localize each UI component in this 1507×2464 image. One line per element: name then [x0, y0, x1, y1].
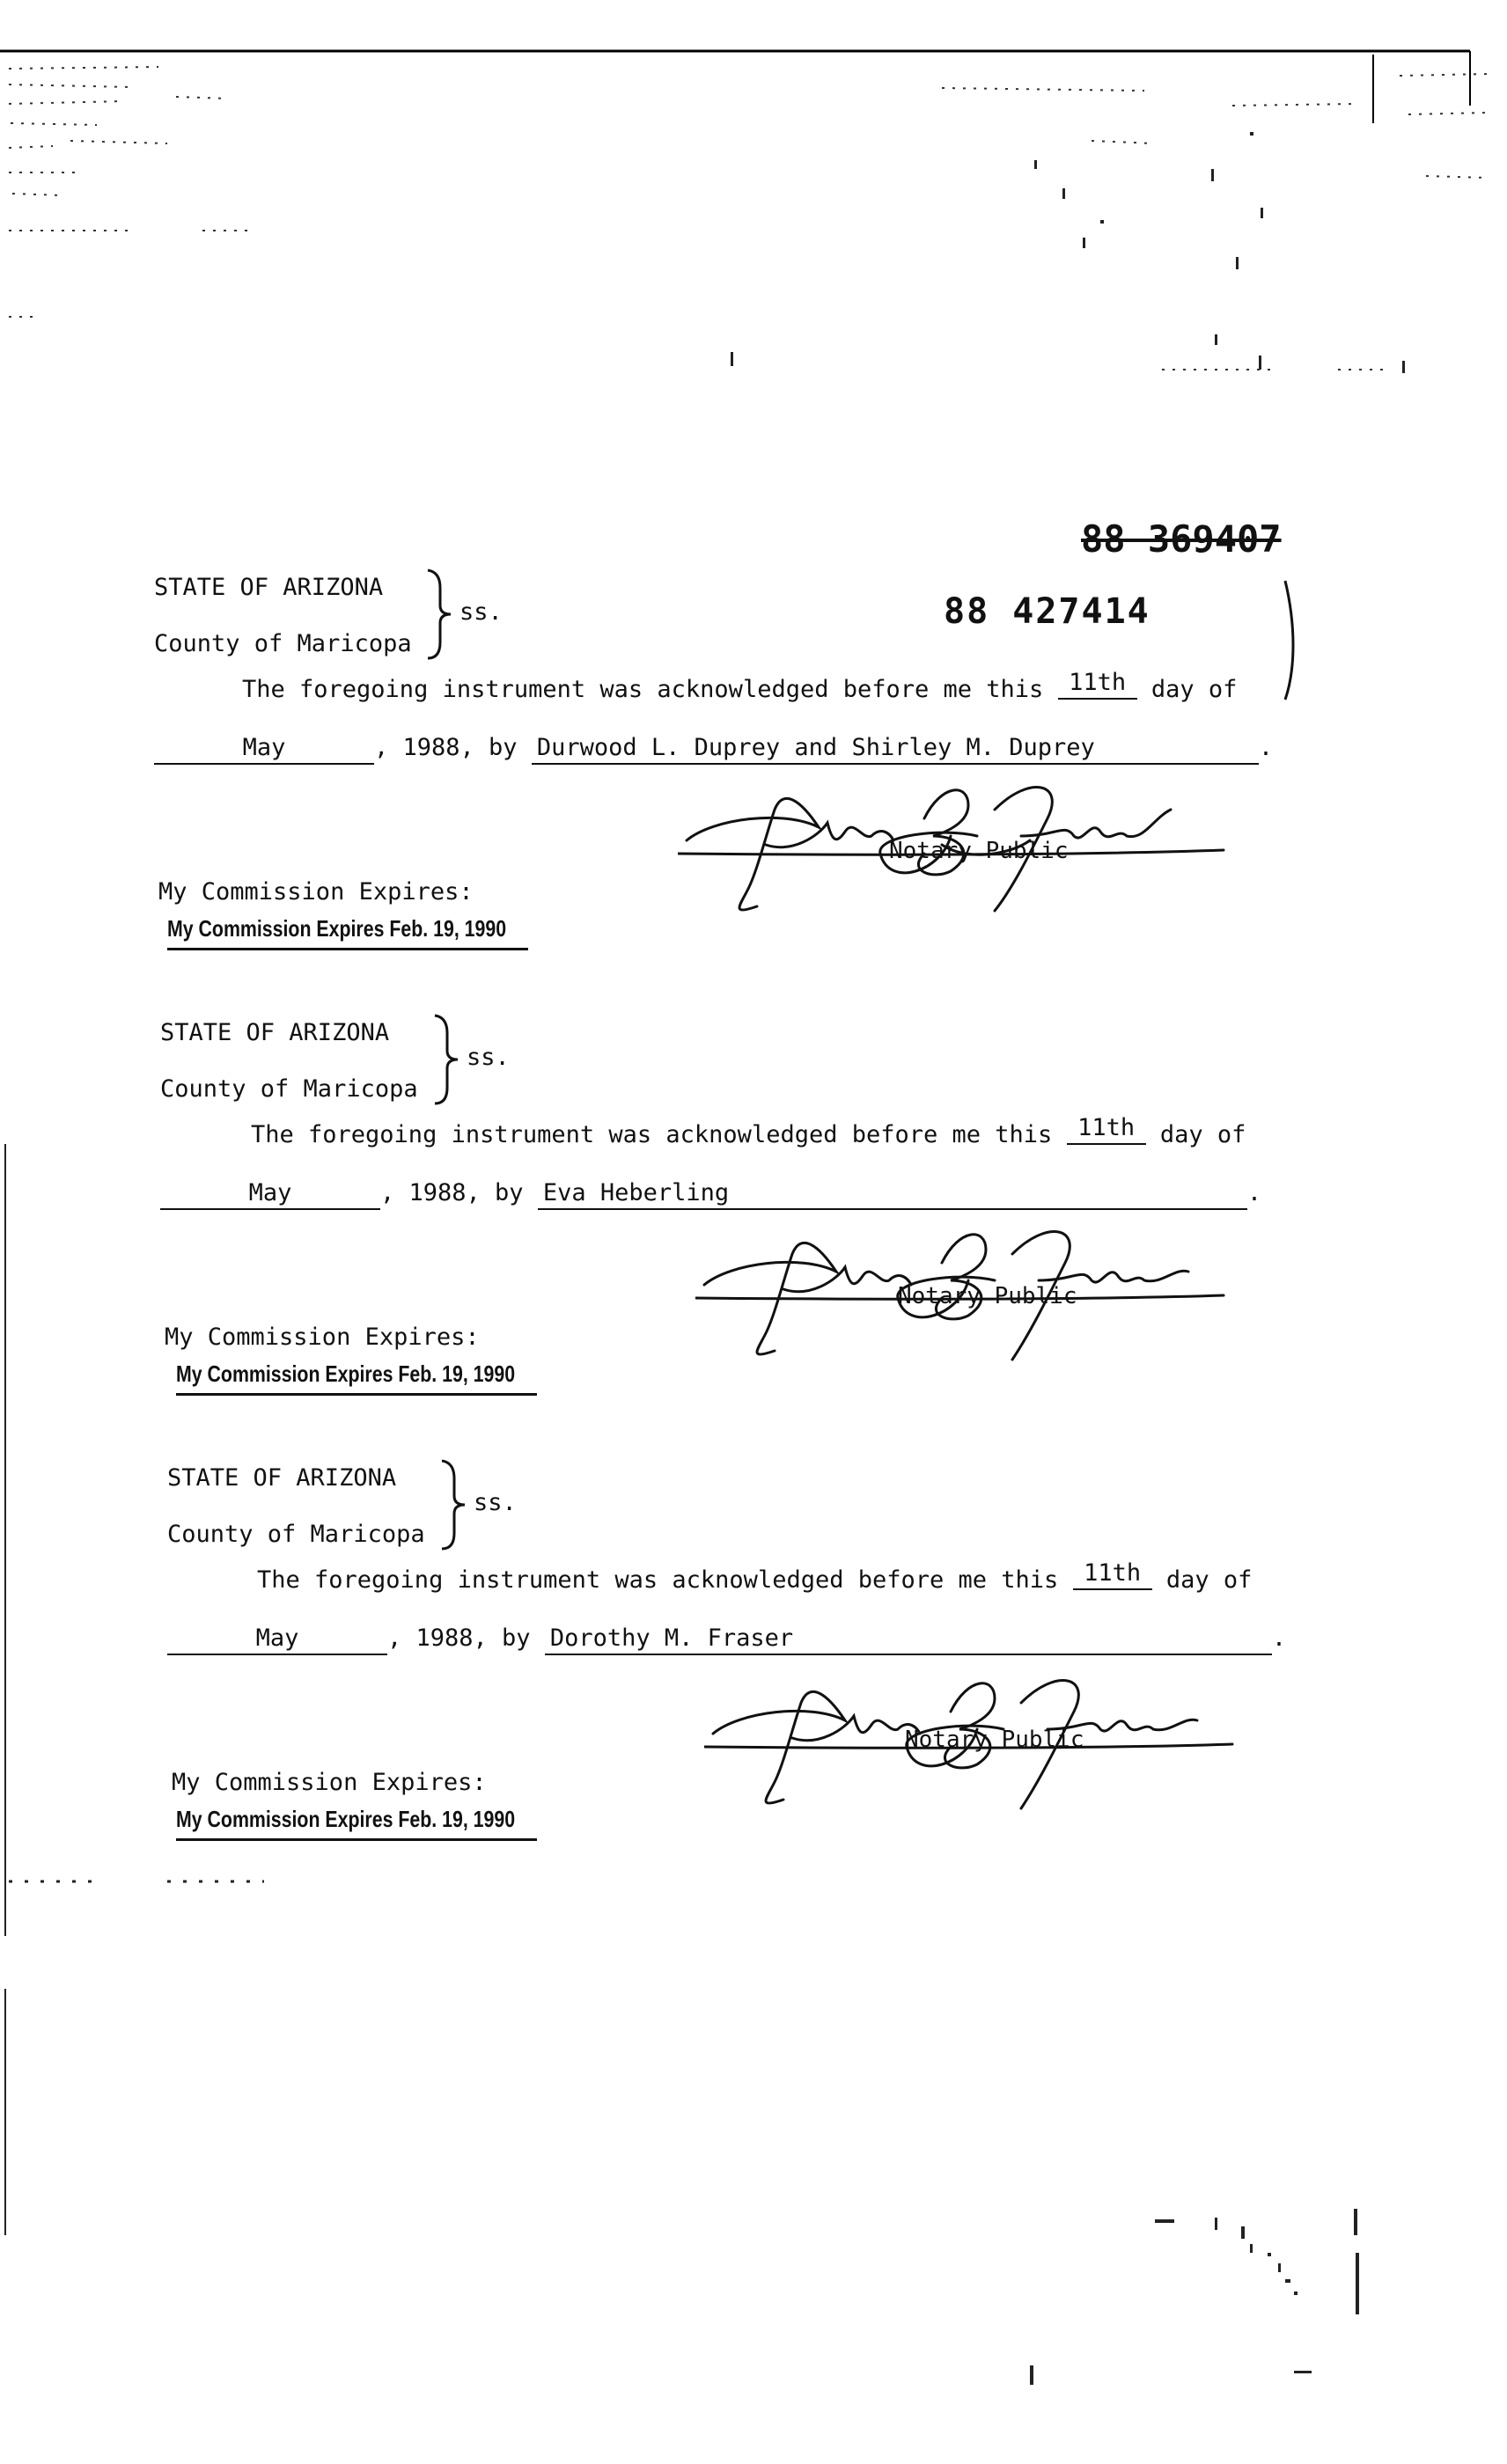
day-suffix: day of — [1150, 676, 1238, 703]
statement-text: The foregoing instrument was acknowledged before me this — [257, 1566, 1059, 1594]
year-text: , 1988, by — [374, 734, 518, 761]
year-text: , 1988, by — [387, 1624, 531, 1652]
month-field: May — [160, 1179, 380, 1210]
venue-block-3 — [167, 1450, 425, 1563]
notary-signature — [704, 1637, 1250, 1813]
acknowledgment-statement-2 — [251, 1114, 1246, 1152]
notary-signature — [695, 1197, 1241, 1364]
acknowledgment-statement-1 — [242, 669, 1238, 707]
state-label: STATE OF ARIZONA — [167, 1464, 397, 1492]
venue-block-2 — [160, 1005, 418, 1118]
commission-label: My Commission Expires: — [158, 878, 474, 906]
day-field: 11th — [1067, 1114, 1146, 1145]
day-suffix: day of — [1159, 1121, 1246, 1148]
county-label: County of Maricopa — [160, 1075, 418, 1103]
signer-name-field: Eva Heberling — [538, 1179, 1247, 1210]
notary-signature — [678, 757, 1241, 915]
day-field: 11th — [1073, 1559, 1152, 1590]
signer-name-field: Dorothy M. Fraser — [545, 1624, 1272, 1655]
notary-public-label: Notary Public — [905, 1727, 1084, 1753]
document-number: 88 427414 — [944, 591, 1150, 632]
acknowledgment-statement-3 — [257, 1559, 1253, 1597]
commission-label: My Commission Expires: — [165, 1324, 480, 1351]
notary-public-label: Notary Public — [889, 838, 1069, 864]
notary-public-label: Notary Public — [898, 1283, 1077, 1309]
year-text: , 1988, by — [380, 1179, 524, 1206]
statement-text: The foregoing instrument was acknowledged before me this — [242, 676, 1044, 703]
ss-label: ss. — [474, 1489, 517, 1516]
venue-brace — [428, 1012, 463, 1107]
document-number-struck: 88 369407 — [1081, 517, 1282, 561]
ss-label: ss. — [467, 1044, 510, 1071]
county-label: County of Maricopa — [154, 630, 412, 657]
venue-block-1 — [154, 560, 412, 672]
end-mark: . — [1246, 1179, 1262, 1206]
venue-brace — [435, 1457, 470, 1552]
signer-name-field: Durwood L. Duprey and Shirley M. Duprey — [532, 734, 1259, 765]
commission-stamp: My Commission Expires Feb. 19, 1990 — [176, 1806, 537, 1841]
month-field: May — [167, 1624, 387, 1655]
commission-label: My Commission Expires: — [172, 1769, 487, 1796]
statement-text: The foregoing instrument was acknowledged before me this — [251, 1121, 1053, 1148]
day-suffix: day of — [1165, 1566, 1253, 1594]
month-field: May — [154, 734, 374, 765]
end-mark: . — [1271, 1624, 1287, 1652]
commission-stamp: My Commission Expires Feb. 19, 1990 — [176, 1360, 537, 1396]
scan-noise-bottom — [0, 1866, 1507, 2464]
state-label: STATE OF ARIZONA — [160, 1019, 390, 1046]
day-field: 11th — [1058, 669, 1137, 700]
margin-bracket-mark — [1250, 572, 1320, 704]
state-label: STATE OF ARIZONA — [154, 574, 384, 601]
commission-stamp: My Commission Expires Feb. 19, 1990 — [167, 915, 528, 950]
venue-brace — [421, 567, 456, 662]
county-label: County of Maricopa — [167, 1521, 425, 1548]
scan-noise-top — [0, 0, 1507, 405]
ss-label: ss. — [459, 598, 503, 626]
end-mark: . — [1258, 734, 1274, 761]
